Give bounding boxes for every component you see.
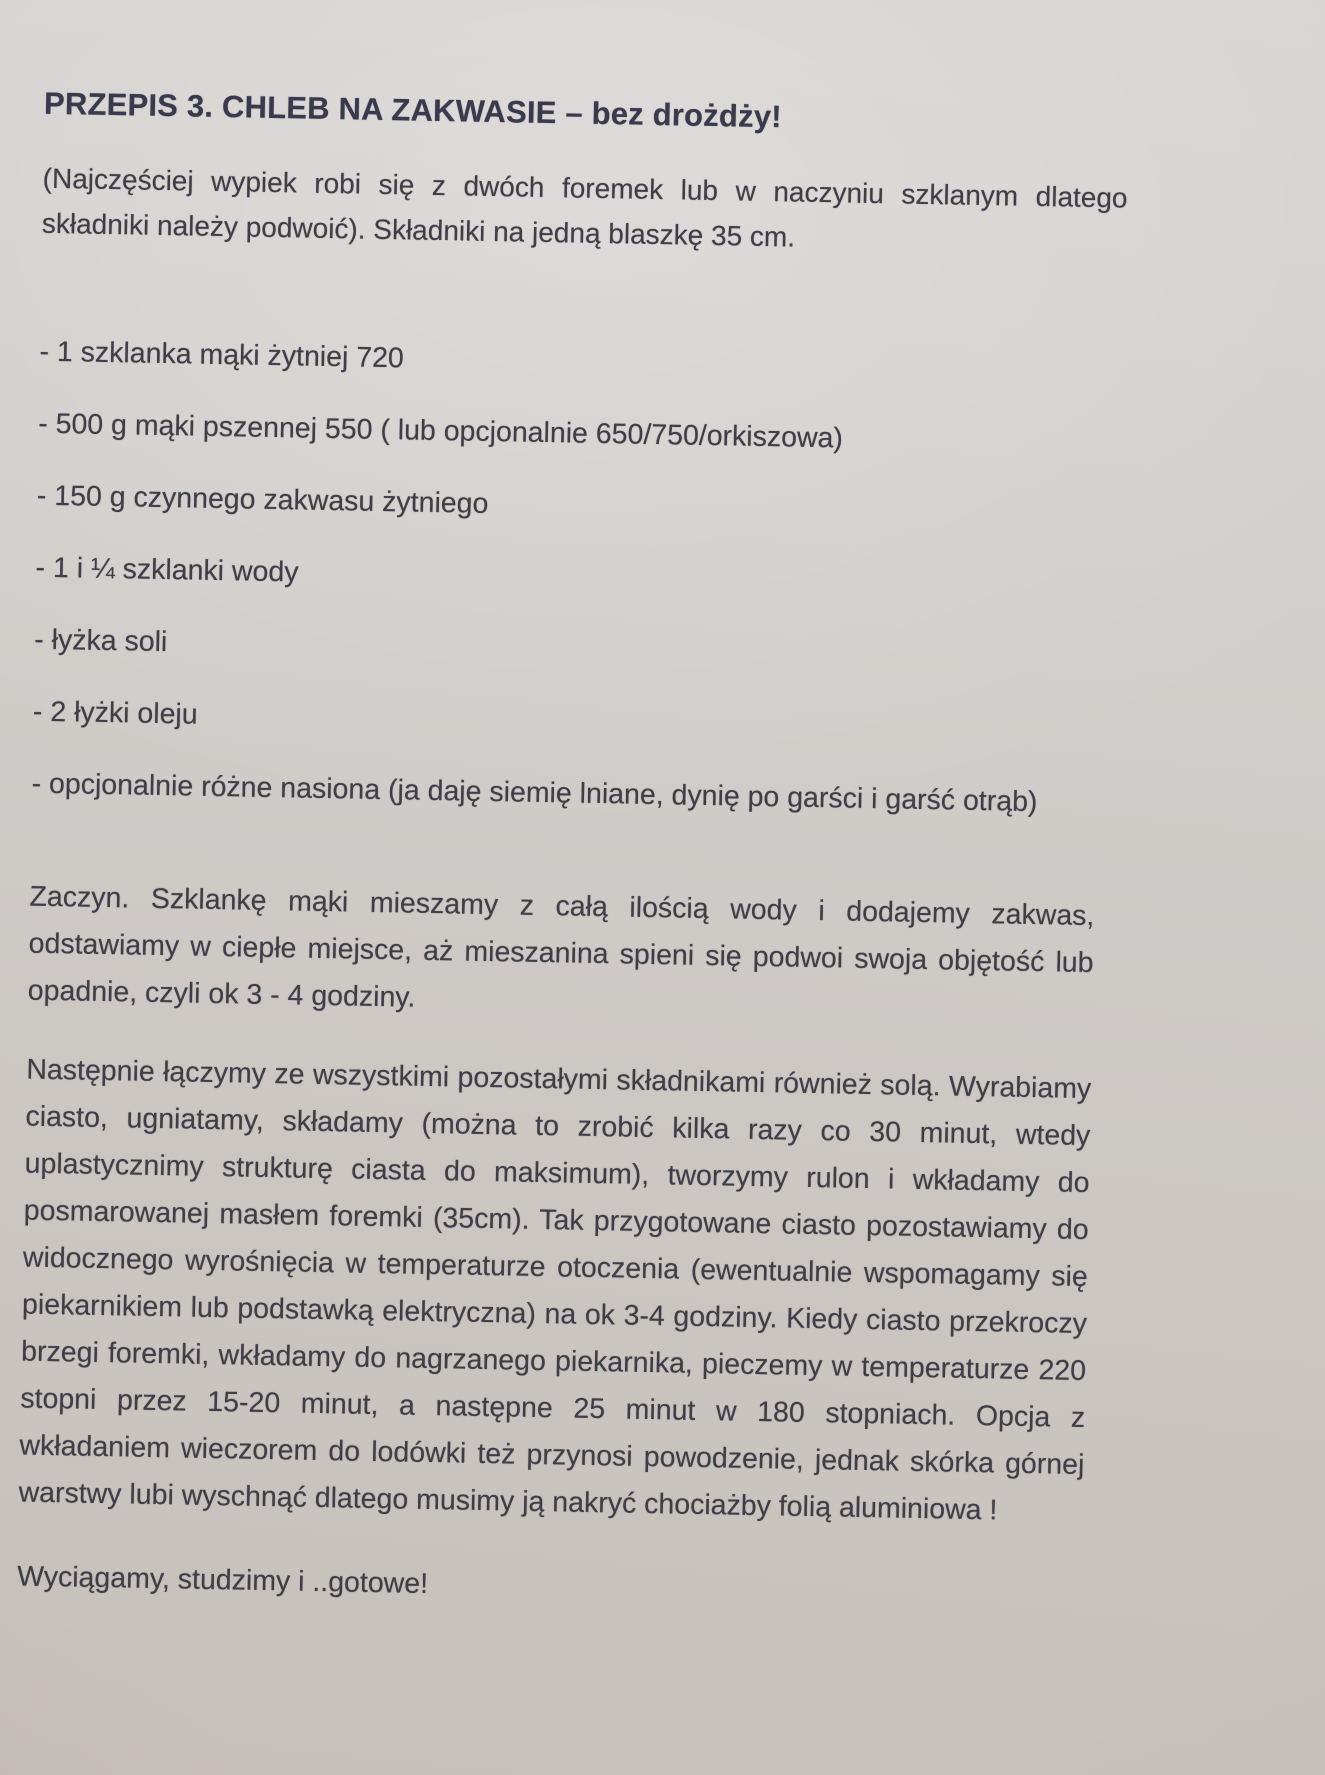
closing-line: Wyciągamy, studzimy i ..gotowe!	[16, 1560, 429, 1601]
intro-note: (Najczęściej wypiek robi się z dwóch foremek lub w naczyniu szklanym dlatego składniki należy podwoić). Składniki na jedną blaszkę 35 cm.	[41, 162, 1128, 253]
ingredient-list	[31, 335, 1124, 821]
ingredient-item: - 2 łyżki oleju	[32, 695, 198, 731]
recipe-title: PRZEPIS 3. CHLEB NA ZAKWASIE – bez drożdży!	[43, 85, 783, 135]
ingredient-item: - 1 i ¼ szklanki wody	[35, 551, 299, 589]
ingredient-item: - 150 g czynnego zakwasu żytniego	[36, 479, 489, 520]
ingredient-item: - opcjonalnie różne nasiona (ja daję siemię lniane, dynię po garści i garść otrąb)	[31, 767, 1038, 819]
paragraph-starter: Zaczyn. Szklankę mąki mieszamy z całą ilością wody i dodajemy zakwas, odstawiamy w ciepłe miejsce, aż mieszanina spieni się podwoi swoja objętość lub opadnie, czyli ok 3 - 4 godziny.	[27, 880, 1095, 1014]
ingredient-item: - 500 g mąki pszennej 550 ( lub opcjonalnie 650/750/orkiszowa)	[37, 407, 844, 455]
ingredient-item: - 1 szklanka mąki żytniej 720	[39, 335, 405, 375]
ingredient-item: - łyżka soli	[33, 623, 168, 659]
paragraph-method: Następnie łączymy ze wszystkimi pozostałymi składnikami również solą. Wyrabiamy ciasto, ugniatamy, składamy (można to zrobić kilka razy co 30 minut, wtedy uplastycznimy strukturę ciasta do maksimum), tworzymy rulon i wkładamy do posmarowanej masłem foremki (35cm). Tak przygotowane ciasto pozostawiamy do widocznego wyrośnięcia w temperaturze otoczenia (ewentualnie wspomagamy się piekarnikiem lub podstawką elektryczna) na ok 3-4 godziny. Kiedy ciasto przekroczy brzegi foremki, wkładamy do nagrzanego piekarnika, pieczemy w temperaturze 220 stopni przez 15-20 minut, a następne 25 minut w 180 stopniach. Opcja z wkładaniem wieczorem do lodówki też przynosi powodzenie, jednak skórka górnej warstwy lubi wyschnąć dlatego musimy ją nakryć chociażby folią aluminiowa !	[18, 1053, 1092, 1527]
